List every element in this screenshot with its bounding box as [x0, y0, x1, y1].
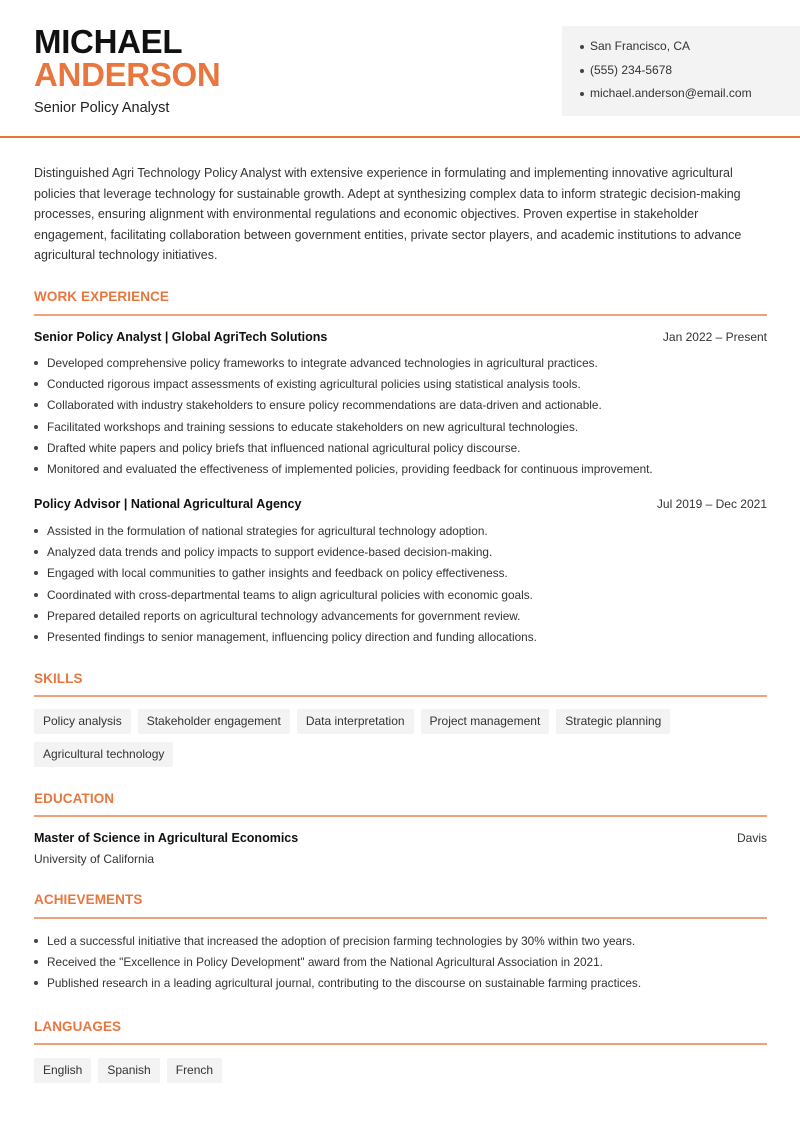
bullet-icon: [34, 382, 38, 386]
bullet-icon: [580, 45, 584, 49]
bullet-icon: [34, 939, 38, 943]
bullet-text: Presented findings to senior management, influencing policy direction and funding allocations.: [47, 629, 537, 644]
list-item: [34, 419, 767, 440]
skill-chip: Agricultural technology: [34, 742, 173, 767]
bullet-icon: [34, 981, 38, 985]
skills-list: [34, 709, 767, 767]
list-item: [34, 608, 767, 629]
bullet-text: Published research in a leading agricultural journal, contributing to the discourse on sustainable farming practices.: [47, 976, 642, 991]
list-item: [34, 587, 767, 608]
bullet-text: Coordinated with cross-departmental teams to align agricultural policies with economic goals.: [47, 587, 533, 602]
skill-chip: Project management: [421, 709, 550, 734]
summary-paragraph: Distinguished Agri Technology Policy Analyst with extensive experience in formulating and implementing innovative agricultural policies that leverage technology for sustainable growth. Adept at synthesizing complex data to inform strategic decision-making processes, ensuring alignment with environmental regulations and economic objectives. Proven expertise in stakeholder engagement, facilitating collaboration between government entities, private sector players, and academic institutions to advance agricultural technology initiatives.: [34, 166, 742, 262]
section-title-achievements: ACHIEVEMENTS: [34, 892, 143, 907]
phone-text: (555) 234-5678: [590, 62, 673, 77]
location-text: San Francisco, CA: [590, 39, 691, 53]
section-divider: [34, 314, 767, 316]
section-divider: [34, 917, 767, 919]
bullet-icon: [34, 467, 38, 471]
section-divider: [34, 1043, 767, 1045]
bullet-icon: [34, 403, 38, 407]
list-item: [34, 544, 767, 565]
list-item: [34, 376, 767, 397]
skill-chip: Stakeholder engagement: [138, 709, 290, 734]
bullet-icon: [34, 529, 38, 533]
bullet-icon: [580, 92, 584, 96]
section-divider: [34, 815, 767, 817]
bullet-icon: [34, 446, 38, 450]
bullet-icon: [34, 571, 38, 575]
bullet-text: Assisted in the formulation of national strategies for agricultural technology adoption.: [47, 524, 488, 538]
bullet-icon: [34, 361, 38, 365]
list-item: [34, 461, 767, 482]
list-item: [34, 954, 767, 975]
contact-email: [580, 85, 800, 109]
bullet-icon: [34, 614, 38, 618]
list-item: [34, 933, 767, 954]
bullet-text: Prepared detailed reports on agricultural technology advancements for government review.: [47, 608, 521, 623]
section-title-education: EDUCATION: [34, 791, 115, 806]
bullet-icon: [34, 635, 38, 639]
bullet-icon: [34, 593, 38, 597]
email-text: michael.anderson@email.com: [590, 86, 752, 100]
list-item: [34, 975, 767, 996]
list-item: [34, 440, 767, 461]
skill-chip: Strategic planning: [556, 709, 670, 734]
job-header-2: [34, 497, 767, 511]
bullet-text: Engaged with local communities to gather insights and feedback on policy effectiveness.: [47, 566, 508, 581]
list-item: [34, 523, 767, 544]
job-title: Senior Policy Analyst: [34, 100, 170, 116]
bullet-text: Received the "Excellence in Policy Development" award from the National Agricultural Association in 2021.: [47, 955, 603, 970]
contact-phone: [580, 62, 800, 86]
section-title-work: WORK EXPERIENCE: [34, 289, 170, 304]
first-name: MICHAEL: [34, 23, 183, 60]
section-title-languages: LANGUAGES: [34, 1019, 122, 1034]
education-location: Davis: [736, 831, 767, 845]
language-chip: Spanish: [98, 1058, 159, 1083]
bullet-text: Collaborated with industry stakeholders to ensure policy recommendations are data-driven and actionable.: [47, 398, 602, 413]
bullet-icon: [34, 425, 38, 429]
bullet-text: Developed comprehensive policy frameworks to integrate advanced technologies in agricultural practices.: [47, 356, 598, 370]
job-dates: Jul 2019 – Dec 2021: [656, 497, 767, 511]
bullet-icon: [580, 69, 584, 73]
bullet-text: Analyzed data trends and policy impacts to support evidence-based decision-making.: [47, 545, 493, 560]
job-role: Senior Policy Analyst | Global AgriTech Solutions: [34, 330, 328, 344]
list-item: [34, 397, 767, 418]
degree: Master of Science in Agricultural Economics: [34, 831, 299, 845]
skill-chip: Policy analysis: [34, 709, 131, 734]
bullet-text: Conducted rigorous impact assessments of existing agricultural policies using statistical analysis tools.: [47, 377, 581, 392]
contact-location: [580, 38, 800, 62]
education-header: [34, 831, 767, 845]
resume-header: [0, 0, 800, 138]
achievements-list: [34, 933, 767, 997]
school-name: University of California: [34, 852, 155, 866]
bullet-text: Monitored and evaluated the effectiveness of implemented policies, providing feedback for continuous improvement.: [47, 461, 653, 476]
languages-list: [34, 1058, 767, 1083]
job-1-bullets: [34, 355, 767, 482]
list-item: [34, 565, 767, 586]
skill-chip: Data interpretation: [297, 709, 414, 734]
language-chip: French: [167, 1058, 222, 1083]
list-item: [34, 355, 767, 376]
contact-box: [562, 26, 800, 116]
section-title-skills: SKILLS: [34, 671, 83, 686]
job-dates: Jan 2022 – Present: [662, 330, 767, 344]
bullet-text: Led a successful initiative that increased the adoption of precision farming technologies by 30% within two years.: [47, 934, 636, 948]
bullet-icon: [34, 550, 38, 554]
job-2-bullets: [34, 523, 767, 650]
section-divider: [34, 695, 767, 697]
last-name: ANDERSON: [34, 56, 221, 93]
language-chip: English: [34, 1058, 91, 1083]
job-role: Policy Advisor | National Agricultural Agency: [34, 497, 302, 511]
job-header-1: [34, 330, 767, 344]
bullet-icon: [34, 960, 38, 964]
list-item: [34, 629, 767, 650]
bullet-text: Facilitated workshops and training sessions to educate stakeholders on new agricultural technologies.: [47, 419, 579, 434]
bullet-text: Drafted white papers and policy briefs that influenced national agricultural policy discourse.: [47, 440, 521, 455]
